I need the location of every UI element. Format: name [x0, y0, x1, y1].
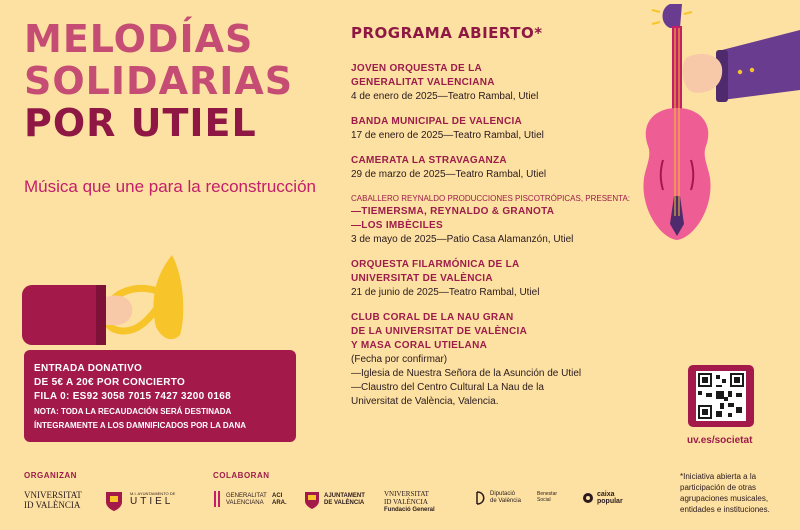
- event-name-line: CAMERATA LA STRAVAGANZA: [351, 155, 507, 166]
- logo-text: ID VALÈNCIA: [24, 500, 81, 510]
- event-name: [351, 62, 651, 90]
- event-presenter: CABALLERO REYNALDO PRODUCCIONES PISCOTRÓPICAS, PRESENTA:: [351, 194, 631, 203]
- title-line-1: MELODÍAS: [24, 17, 254, 61]
- logo-text: AJUNTAMENT: [324, 493, 365, 499]
- colaboran-label: COLABORAN: [213, 471, 270, 480]
- event-name: [351, 154, 651, 168]
- event-pending-line: —Claustro del Centro Cultural La Nau de la: [351, 382, 544, 393]
- donation-line-1: ENTRADA DONATIVO: [34, 363, 143, 374]
- event-name: [351, 311, 651, 353]
- logo-aci-ara: [272, 493, 287, 507]
- event-name-line: BANDA MUNICIPAL DE VALENCIA: [351, 116, 523, 127]
- logo-caixa-popular: [597, 491, 623, 505]
- qr-code[interactable]: [688, 365, 754, 427]
- title-line-2: SOLIDARIAS: [24, 59, 294, 103]
- logo-text: VNIVERSITAT: [24, 490, 82, 500]
- donation-account: FILA 0: ES92 3058 7015 7427 3200 0168: [34, 391, 231, 402]
- sleeve-icon: [722, 30, 800, 100]
- event-date-venue: 21 de junio de 2025—Teatro Rambal, Utiel: [351, 287, 540, 298]
- logo-text: ID VALÈNCIA: [384, 498, 428, 506]
- logo-text: de València: [490, 498, 521, 504]
- event-name-line: UNIVERSITAT DE VALÈNCIA: [351, 273, 493, 284]
- violin-scroll-icon: [663, 4, 683, 28]
- logo-text: Fundació General: [384, 507, 435, 513]
- gva-flag-icon: [213, 491, 223, 507]
- logo-generalitat-valenciana: [226, 493, 267, 507]
- arm-horn-illustration: [22, 255, 192, 355]
- donation-note-2: ÍNTEGRAMENTE A LOS DAMNIFICADOS POR LA DANA: [34, 421, 246, 430]
- logo-text: caixa: [597, 491, 615, 498]
- logo-ayuntamiento-utiel: [130, 491, 175, 507]
- event-name-line: Y MASA CORAL UTIELANA: [351, 340, 488, 351]
- event-pending-line: (Fecha por confirmar): [351, 354, 448, 365]
- horn-bell-icon: [153, 255, 183, 339]
- donation-line-2: DE 5€ A 20€ POR CONCIERTO: [34, 377, 186, 388]
- logo-text: Social: [537, 497, 551, 503]
- ajuntament-shield-icon: [304, 490, 320, 510]
- sleeve-icon: [22, 285, 106, 345]
- logo-universitat-valencia: [24, 490, 82, 510]
- logo-text: ARA.: [272, 500, 287, 506]
- caixa-popular-logo-icon: [582, 492, 594, 504]
- event-pending-line: —Iglesia de Nuestra Señora de la Asunción de Utiel: [351, 368, 582, 379]
- event-item: [351, 62, 651, 104]
- event-date-venue: 17 de enero de 2025—Teatro Rambal, Utiel: [351, 130, 544, 141]
- event-name-line: ORQUESTA FILARMÓNICA DE LA: [351, 259, 520, 270]
- logo-text: VALENCIANA: [226, 500, 264, 506]
- event-name: [351, 258, 651, 286]
- logo-text: Diputació: [490, 491, 516, 497]
- logo-benestar-social: [537, 491, 557, 503]
- event-name-line: —LOS IMBÈCILES: [351, 220, 443, 231]
- logo-text: GENERALITAT: [226, 493, 267, 499]
- poster-title: [24, 18, 293, 144]
- logo-text: M.I. AYUNTAMIENTO DE: [130, 491, 176, 496]
- event-name: [351, 115, 651, 129]
- event-date-venue: 3 de mayo de 2025—Patio Casa Alamanzón, Utiel: [351, 234, 574, 245]
- event-name: [351, 205, 651, 233]
- logo-fundacio-general-uv: [384, 490, 435, 514]
- logo-text: Benestar: [537, 491, 558, 497]
- event-item: [351, 311, 651, 409]
- hand-icon: [106, 295, 132, 325]
- organizan-label: ORGANIZAN: [24, 471, 77, 480]
- donation-note-1: NOTA: TODA LA RECAUDACIÓN SERÁ DESTINADA: [34, 407, 232, 416]
- diputacio-logo-icon: [474, 490, 488, 506]
- donation-box: [24, 350, 296, 442]
- event-item: [351, 154, 651, 182]
- logo-text: popular: [597, 498, 623, 505]
- title-line-3: POR UTIEL: [24, 101, 257, 145]
- event-name-line: CLUB CORAL DE LA NAU GRAN: [351, 312, 514, 323]
- event-item: [351, 258, 651, 300]
- event-name-line: DE LA UNIVERSITAT DE VALÈNCIA: [351, 326, 528, 337]
- arm-violin-illustration: [630, 0, 800, 250]
- event-item: [351, 193, 651, 247]
- event-pending-line: Universitat de València, Valencia.: [351, 396, 499, 407]
- violin-neck-icon: [672, 26, 682, 118]
- footnote: *Iniciativa abierta a la participación de otras agrupaciones musicales, entidades e instituciones.: [680, 472, 770, 514]
- logo-text: DE VALÈNCIA: [324, 500, 365, 506]
- event-date-venue: 4 de enero de 2025—Teatro Rambal, Utiel: [351, 91, 539, 102]
- subtitle: Música que une para la reconstrucción: [24, 177, 316, 196]
- event-pending-venues: [351, 353, 651, 409]
- event-name-line: JOVEN ORQUESTA DE LA: [351, 63, 483, 74]
- logo-text: VNIVERSITAT: [384, 490, 429, 498]
- utiel-shield-icon: [104, 490, 124, 512]
- events-list: [351, 62, 651, 420]
- logo-text: ACI: [272, 493, 283, 499]
- event-name-line: —TIEMERSMA, REYNALDO & GRANOTA: [351, 206, 555, 217]
- qr-url-link[interactable]: uv.es/societat: [687, 435, 753, 446]
- event-item: [351, 115, 651, 143]
- logo-text: UTIEL: [130, 496, 174, 507]
- programme-title: PROGRAMA ABIERTO*: [351, 24, 543, 42]
- logo-ajuntament-valencia: [324, 493, 365, 507]
- event-name-line: GENERALITAT VALENCIANA: [351, 77, 495, 88]
- logo-diputacio-valencia: [490, 491, 521, 505]
- qr-code-icon: [696, 371, 746, 421]
- event-date-venue: 29 de marzo de 2025—Teatro Rambal, Utiel: [351, 169, 547, 180]
